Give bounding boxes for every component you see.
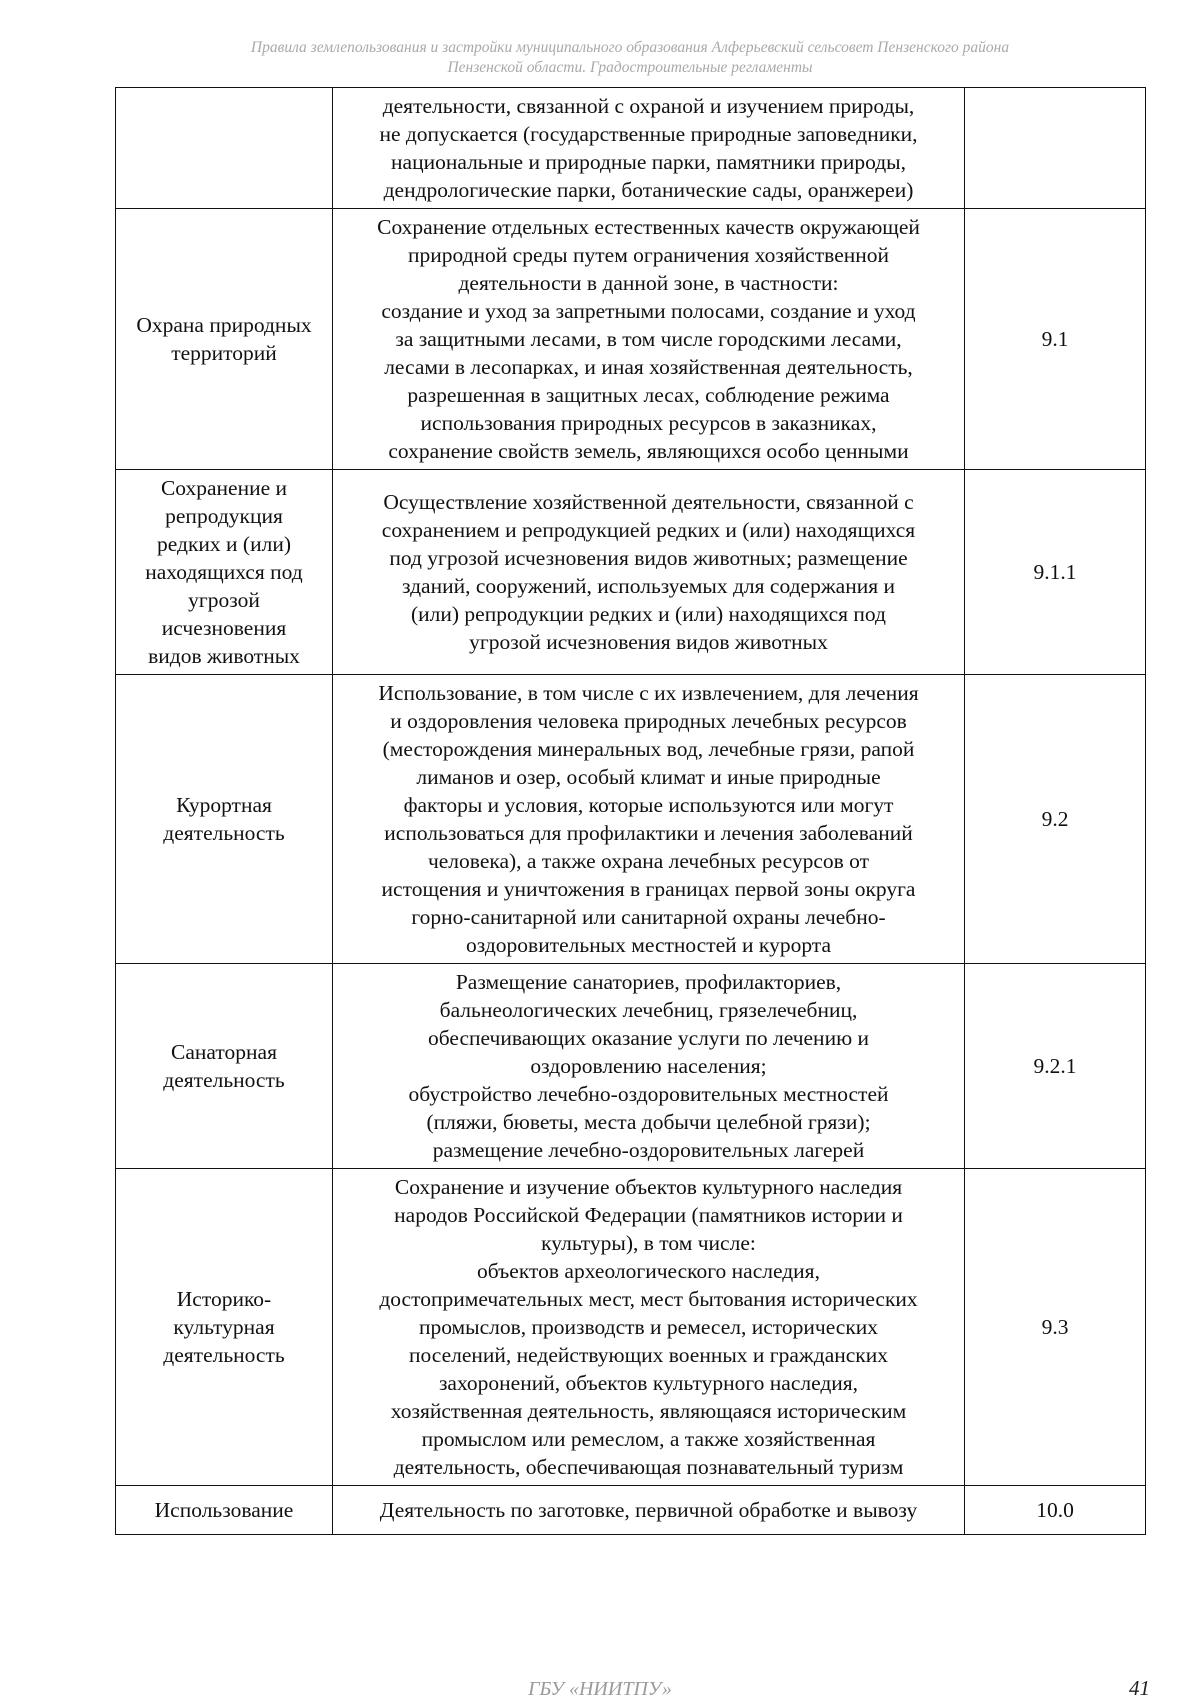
use-description-line: лиманов и озер, особый климат и иные природные [416, 765, 881, 789]
use-description-line: бальнеологических лечебниц, грязелечебниц, [439, 998, 858, 1022]
use-description-line: хозяйственная деятельность, являющаяся историческим [390, 1399, 907, 1423]
use-description-line: Сохранение отдельных естественных качеств окружающей [377, 215, 920, 239]
running-header-line: Пензенской области. Градостроительные регламенты [447, 59, 813, 76]
use-code-cell [965, 209, 1146, 470]
use-type-name-line: исчезновения [161, 616, 287, 640]
table-row [116, 1486, 1146, 1535]
use-description-line: народов Российской Федерации (памятников истории и [394, 1203, 903, 1227]
use-type-name-line: Охрана природных [136, 313, 312, 337]
use-type-name-line: Использование [154, 1498, 294, 1522]
footer-organization: ГБУ «НИИТПУ» [528, 1678, 672, 1700]
use-description-line: оздоровительных местностей и курорта [466, 933, 831, 957]
use-description-line: поселений, недействующих военных и гражданских [408, 1343, 888, 1367]
use-type-name-line: угрозой [188, 588, 260, 612]
use-description-cell [333, 209, 965, 470]
use-type-name-cell [116, 470, 333, 675]
use-description-line: Размещение санаториев, профилакториев, [455, 970, 842, 994]
use-code-cell [965, 88, 1146, 209]
use-code: 9.1.1 [1033, 560, 1077, 584]
use-description-line: природной среды путем ограничения хозяйственной [407, 243, 890, 267]
table-row [116, 209, 1146, 470]
use-description-line: (или) репродукции редких и (или) находящихся под [411, 602, 886, 626]
use-type-name-cell [116, 964, 333, 1169]
use-description-line: за защитными лесами, в том числе городскими лесами, [395, 327, 902, 351]
use-description-line: использования природных ресурсов в заказниках, [420, 411, 877, 435]
use-description-line: национальные и природные парки, памятники природы, [391, 150, 906, 174]
use-code-cell [965, 1486, 1146, 1535]
use-description-cell [333, 1169, 965, 1486]
use-description-cell [333, 1486, 965, 1535]
use-description-line: обустройство лечебно-оздоровительных местностей [408, 1082, 889, 1106]
use-type-name-line: Санаторная [171, 1040, 277, 1064]
use-type-name-line: видов животных [148, 644, 300, 668]
use-code: 9.2 [1041, 807, 1069, 831]
use-description-line: горно-санитарной или санитарной охраны лечебно- [411, 905, 886, 929]
use-type-name-line: Историко- [176, 1287, 272, 1311]
use-description-line: Осуществление хозяйственной деятельности, связанной с [383, 490, 914, 514]
use-type-name-line: территорий [171, 341, 277, 365]
use-description-line: создание и уход за запретными полосами, создание и уход [381, 299, 916, 323]
use-description-line: Сохранение и изучение объектов культурного наследия [394, 1175, 903, 1199]
use-description-line: лесами в лесопарках, и иная хозяйственная деятельность, [384, 355, 913, 379]
running-header-line: Правила землепользования и застройки муниципального образования Алферьевский сельсовет Пензенского района [250, 39, 1010, 56]
use-type-name-cell [116, 1169, 333, 1486]
use-type-name-cell [116, 88, 333, 209]
use-description-line: деятельность, обеспечивающая познавательный туризм [393, 1455, 904, 1479]
use-description-line: достопримечательных мест, мест бытования исторических [379, 1287, 918, 1311]
use-description-cell [333, 470, 965, 675]
use-description-line: (пляжи, бюветы, места добычи целебной грязи); [426, 1110, 871, 1134]
regulations-table [115, 87, 1146, 1535]
regulations-table-body [116, 88, 1146, 1535]
use-description-line: Использование, в том числе с их извлечением, для лечения [378, 681, 919, 705]
use-description-line: дендрологические парки, ботанические сады, оранжереи) [383, 178, 914, 202]
use-description-line: обеспечивающих оказание услуги по лечению и [427, 1026, 870, 1050]
use-description-line: сохранение свойств земель, являющихся особо ценными [388, 439, 909, 463]
use-description-line: истощения и уничтожения в границах первой зоны округа [381, 877, 916, 901]
use-code: 9.3 [1041, 1315, 1069, 1339]
running-header [110, 38, 1150, 78]
use-type-name-line: репродукция [165, 504, 283, 528]
use-type-name-line: Курортная [176, 793, 272, 817]
use-description-line: деятельности, связанной с охраной и изучением природы, [382, 94, 915, 118]
use-description-cell [333, 675, 965, 964]
use-type-name-line: деятельность [163, 1343, 285, 1367]
use-description-cell [333, 88, 965, 209]
use-description-line: факторы и условия, которые используются или могут [403, 793, 894, 817]
use-type-name-line: деятельность [163, 1068, 285, 1092]
use-code-cell [965, 675, 1146, 964]
use-description-line: угрозой исчезновения видов животных [469, 630, 828, 654]
use-code-cell [965, 1169, 1146, 1486]
table-row [116, 470, 1146, 675]
use-description-line: захоронений, объектов культурного наследия, [438, 1371, 859, 1395]
table-row [116, 964, 1146, 1169]
use-type-name-cell [116, 1486, 333, 1535]
use-description-line: сохранением и репродукцией редких и (или) находящихся [381, 518, 916, 542]
use-description-line: и оздоровления человека природных лечебных ресурсов [390, 709, 907, 733]
use-description-line: зданий, сооружений, используемых для содержания и [401, 574, 895, 598]
use-type-name-line: деятельность [163, 821, 285, 845]
use-type-name-line: находящихся под [145, 560, 303, 584]
table-row [116, 88, 1146, 209]
use-description-cell [333, 964, 965, 1169]
page-number: 41 [1129, 1676, 1150, 1700]
table-row [116, 1169, 1146, 1486]
use-description-line: промыслом или ремеслом, а также хозяйственная [421, 1427, 876, 1451]
use-type-name-line: Сохранение и [160, 476, 288, 500]
use-code: 9.2.1 [1033, 1054, 1077, 1078]
use-code-cell [965, 964, 1146, 1169]
use-description-line: промыслов, производств и ремесел, исторических [418, 1315, 879, 1339]
use-description-line: человека), а также охрана лечебных ресурсов от [427, 849, 870, 873]
use-type-name-cell [116, 675, 333, 964]
use-type-name-line: редких и (или) [157, 532, 291, 556]
use-code: 10.0 [1036, 1498, 1074, 1522]
use-description-line: Деятельность по заготовке, первичной обработке и вывозу [379, 1498, 918, 1522]
use-code-cell [965, 470, 1146, 675]
use-type-name-line: культурная [173, 1315, 275, 1339]
use-type-name-cell [116, 209, 333, 470]
use-description-line: деятельности в данной зоне, в частности: [458, 271, 839, 295]
use-description-line: объектов археологического наследия, [477, 1259, 820, 1283]
use-description-line: разрешенная в защитных лесах, соблюдение режима [407, 383, 890, 407]
use-description-line: не допускается (государственные природные заповедники, [379, 122, 918, 146]
use-description-line: культуры), в том числе: [541, 1231, 756, 1255]
use-description-line: (месторождения минеральных вод, лечебные грязи, рапой [382, 737, 915, 761]
use-description-line: использоваться для профилактики и лечения заболеваний [384, 821, 913, 845]
table-row [116, 675, 1146, 964]
use-code: 9.1 [1041, 327, 1069, 351]
use-description-line: под угрозой исчезновения видов животных; размещение [389, 546, 908, 570]
use-description-line: размещение лечебно-оздоровительных лагерей [432, 1138, 865, 1162]
use-description-line: оздоровлению населения; [530, 1054, 767, 1078]
